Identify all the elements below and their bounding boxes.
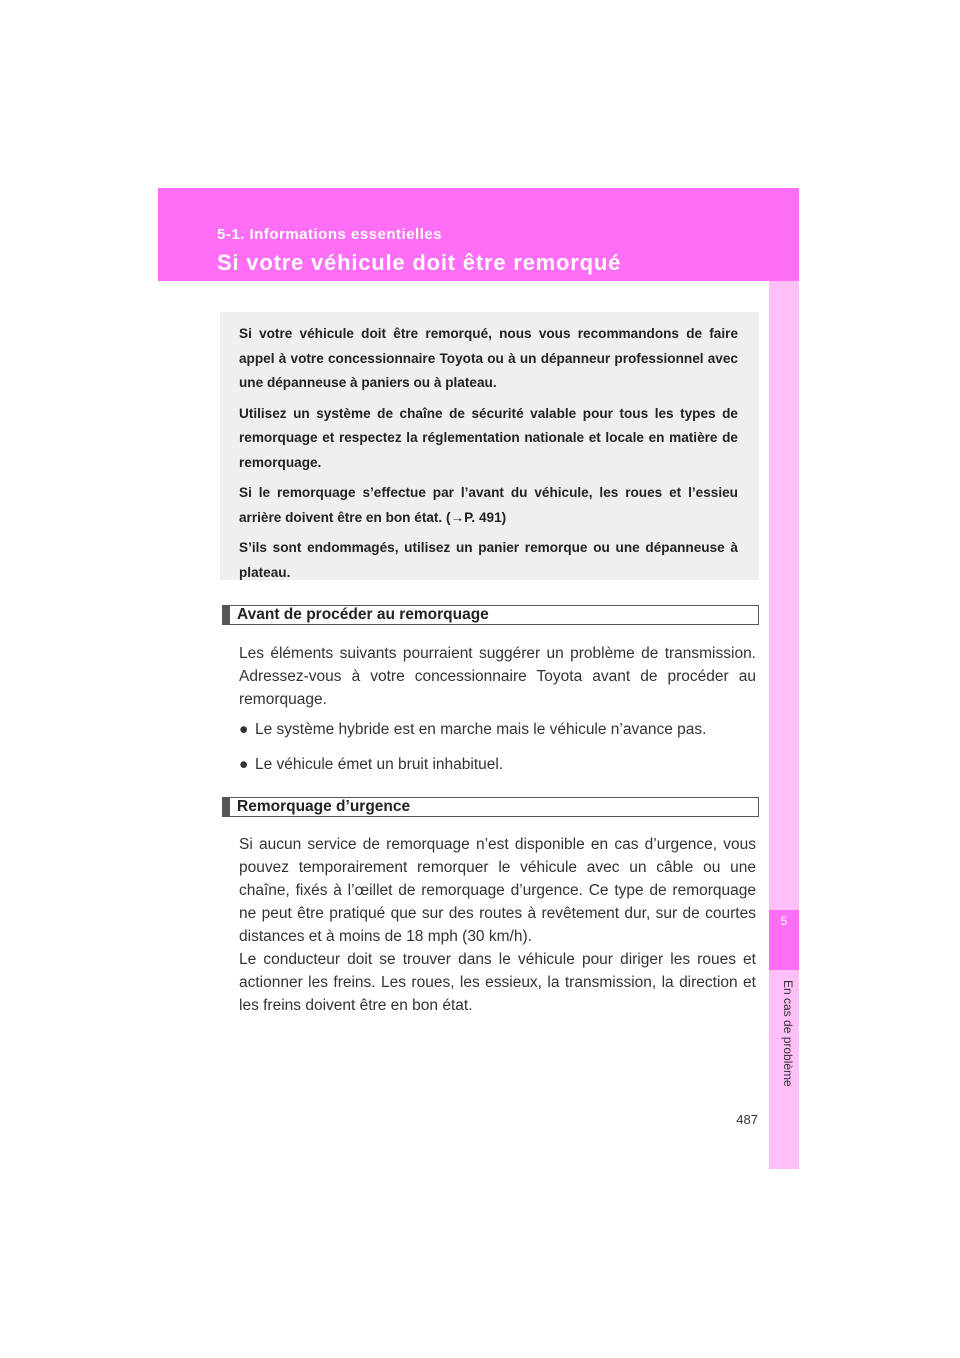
section-text-emergency-towing: Si aucun service de remorquage n’est disponible en cas d’urgence, vous pouvez temporairement remorquer le véhicule avec un câble ou une chaîne, fixés à l’œillet de remorquage d’urgence. Ce type de remorquage ne peut être pratiqué que sur des routes à revêtement dur, sur de courtes distances et à moins de 18 mph (30 km/h). [239,836,756,945]
list-item [239,718,756,741]
section-heading-text: Avant de procéder au remorquage [237,606,489,623]
section-heading-text: Remorquage d’urgence [237,798,411,815]
section-heading-emergency-towing [222,797,759,817]
section-text-before-towing: Les éléments suivants pourraient suggérer un problème de transmission. Adressez-vous à votre concessionnaire Toyota avant de procéder au remorquage. [239,645,756,708]
list-item-text: Le véhicule émet un bruit inhabituel. [255,756,504,773]
bullet-icon: ● [239,721,249,738]
page-title: Si votre véhicule doit être remorqué [217,250,622,275]
list-item [239,753,756,776]
page-number: 487 [736,1112,758,1127]
intro-paragraph: S’ils sont endommagés, utilisez un panier remorque ou une dépanneuse à plateau. [239,540,738,580]
chapter-number: 5 [780,914,788,928]
list-item-text: Le système hybride est en marche mais le véhicule n’avance pas. [255,721,707,738]
page-header [158,188,799,281]
section-label: 5-1. Informations essentielles [217,226,443,243]
intro-paragraph: Si le remorquage s’effectue par l’avant du véhicule, les roues et l’essieu arrière doivent être en bon état. (→P. 491) [239,485,738,525]
section-text-emergency-towing-2: Le conducteur doit se trouver dans le véhicule pour diriger les roues et actionner les freins. Les roues, les essieux, la transmission, la direction et les freins doivent être en bon état. [239,951,756,1014]
intro-paragraph: Utilisez un système de chaîne de sécurité valable pour tous les types de remorquage et respectez la réglementation nationale et locale en matière de remorquage. [239,405,738,470]
chapter-title: En cas de problème [781,980,795,1087]
section-heading-before-towing [222,605,759,625]
bullet-icon: ● [239,756,249,773]
intro-box [220,312,759,580]
intro-paragraph: Si votre véhicule doit être remorqué, nous vous recommandons de faire appel à votre concessionnaire Toyota ou à un dépanneur professionnel avec une dépanneuse à paniers ou à plateau. [239,326,738,390]
